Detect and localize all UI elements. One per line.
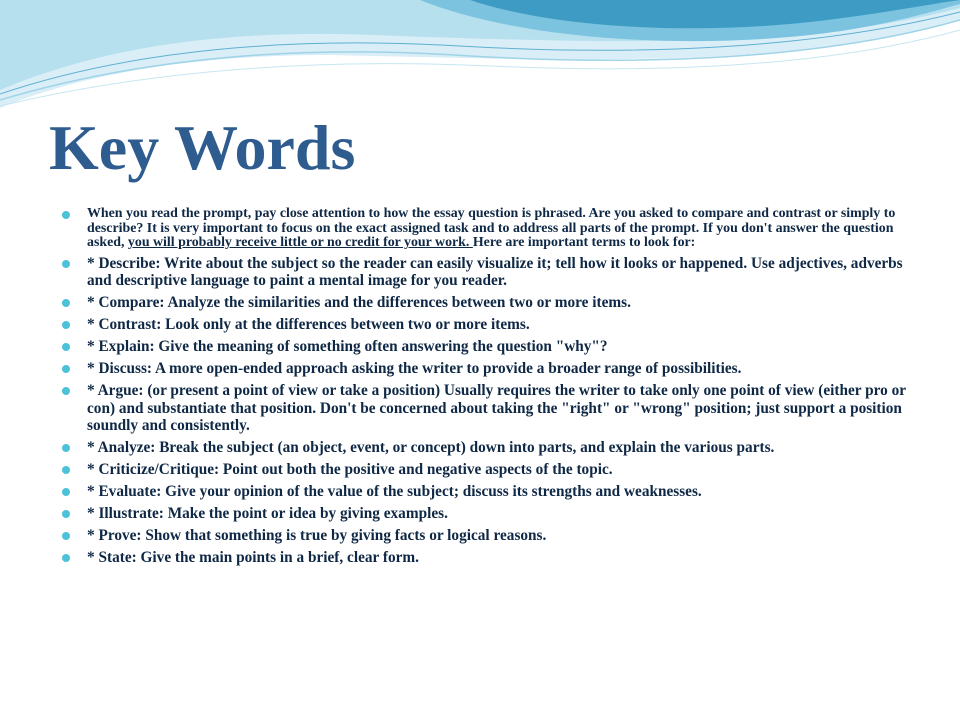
list-item-text: * Prove: Show that something is true by giving facts or logical reasons.	[87, 527, 547, 545]
list-item-text: * State: Give the main points in a brief, clear form.	[87, 549, 419, 567]
bullet-icon	[62, 343, 70, 351]
bullet-icon	[62, 321, 70, 329]
list-item-text: * Discuss: A more open-ended approach asking the writer to provide a broader range of possibilities.	[87, 360, 742, 378]
list-item-text: * Argue: (or present a point of view or take a position) Usually requires the writer to take only one point of view (either pro or con) and substantiate that position. Don't be concerned about taking the "right" or "wrong" position; just support a position soundly and consistently.	[87, 382, 906, 435]
bullet-icon	[62, 444, 70, 452]
intro-text-2: Here are important terms to look for:	[472, 235, 696, 251]
header-wave-decoration	[0, 0, 960, 120]
list-item	[62, 382, 922, 435]
list-item-text: * Contrast: Look only at the differences between two or more items.	[87, 316, 530, 334]
list-item-text: * Evaluate: Give your opinion of the value of the subject; discuss its strengths and weaknesses.	[87, 483, 702, 501]
slide-title: Key Words	[49, 112, 356, 183]
bullet-list	[62, 207, 922, 571]
list-item	[62, 505, 922, 523]
list-item-text: * Explain: Give the meaning of something often answering the question "why"?	[87, 338, 608, 356]
list-item	[62, 549, 922, 567]
list-item	[62, 439, 922, 457]
list-item	[62, 461, 922, 479]
bullet-icon	[62, 211, 70, 219]
bullet-icon	[62, 532, 70, 540]
intro-underlined-text: you will probably receive little or no credit for your work.	[127, 235, 473, 251]
bullet-icon	[62, 554, 70, 562]
bullet-icon	[62, 365, 70, 373]
list-item	[62, 527, 922, 545]
bullet-icon	[62, 510, 70, 518]
list-item-intro	[62, 207, 922, 251]
bullet-icon	[62, 387, 70, 395]
list-item-text: * Criticize/Critique: Point out both the positive and negative aspects of the topic.	[87, 461, 613, 479]
list-item-text: * Illustrate: Make the point or idea by giving examples.	[87, 505, 448, 523]
list-item-text: * Analyze: Break the subject (an object, event, or concept) down into parts, and explain the various parts.	[87, 439, 775, 457]
list-item	[62, 294, 922, 312]
bullet-icon	[62, 488, 70, 496]
list-item	[62, 483, 922, 501]
list-item-text: * Compare: Analyze the similarities and the differences between two or more items.	[87, 294, 631, 312]
bullet-icon	[62, 466, 70, 474]
bullet-icon	[62, 260, 70, 268]
list-item-text: * Describe: Write about the subject so the reader can easily visualize it; tell how it looks or happened. Use adjectives, adverbs and descriptive language to paint a mental image for you reader.	[87, 254, 903, 290]
intro-text-1: When you read the prompt, pay close attention to how the essay question is phrased. Are you asked to compare and contrast or simply to describe? It is very important to focus on the exact assigned task and to address all parts of the prompt. If you don't answer the question asked,	[87, 206, 896, 251]
list-item	[62, 255, 922, 290]
list-item	[62, 316, 922, 334]
list-item	[62, 360, 922, 378]
bullet-icon	[62, 299, 70, 307]
list-item	[62, 338, 922, 356]
